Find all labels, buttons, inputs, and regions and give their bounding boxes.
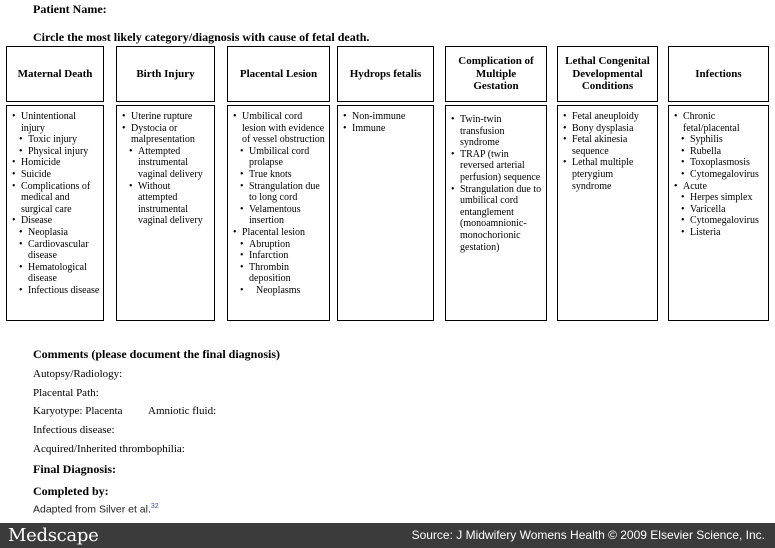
list-item: • Non-immune (342, 111, 431, 123)
list-item: • Dystocia or malpresentation (121, 123, 212, 146)
list-item: • True knots (232, 169, 327, 181)
footer-bar (0, 523, 775, 548)
list-item: • Umbilical cord prolapse (232, 146, 327, 169)
column-body-lethal-congenital (557, 105, 658, 321)
list-item: • Strangulation due to long cord (232, 181, 327, 204)
column-title: Complication of Multiple Gestation (458, 55, 534, 93)
list-item: • Strangulation due to umbilical cord entanglement (monoamnionic-monochorionic gestation) (450, 184, 544, 254)
placental-path-field: Placental Path: (33, 387, 99, 399)
column-body-maternal-death (6, 105, 104, 321)
list-item: • Homicide (11, 157, 101, 169)
list-item: • Abruption (232, 239, 327, 251)
list-item: • Complications of medical and surgical care (11, 181, 101, 216)
column-header-placental-lesion (227, 46, 330, 102)
reference-number[interactable]: 32 (150, 503, 159, 510)
column-body-hydrops-fetalis (337, 105, 434, 321)
list-item: • Physical injury (11, 146, 101, 158)
column-header-multiple-gestation (445, 46, 547, 102)
column-body-multiple-gestation (445, 105, 547, 321)
column-title: Infections (695, 67, 742, 80)
list-item: • Chronic fetal/placental (673, 111, 766, 134)
list-item: • Neoplasia (11, 227, 101, 239)
item-list (562, 111, 655, 192)
list-item: • Cardiovascular disease (11, 239, 101, 262)
column-title: Birth Injury (136, 67, 195, 80)
medscape-logo[interactable]: Medscape (8, 525, 99, 546)
karyotype-placenta-field: Karyotype: Placenta (33, 405, 123, 417)
list-item: • Disease (11, 215, 101, 227)
completed-by-label: Completed by: (33, 484, 109, 498)
item-list (450, 114, 544, 253)
list-item: • Cytomegalovirus (673, 169, 766, 181)
list-item: • Immune (342, 123, 431, 135)
column-body-placental-lesion (227, 105, 330, 321)
column-body-infections (668, 105, 769, 321)
list-item: • Varicella (673, 204, 766, 216)
list-item: • Herpes simplex (673, 192, 766, 204)
list-item: • Rubella (673, 146, 766, 158)
list-item: • Uterine rupture (121, 111, 212, 123)
list-item: • Toxoplasmosis (673, 157, 766, 169)
column-title: Placental Lesion (239, 67, 318, 80)
amniotic-fluid-field: Amniotic fluid: (148, 405, 217, 417)
list-item: • Suicide (11, 169, 101, 181)
column-header-maternal-death (6, 46, 104, 102)
list-item: • Fetal akinesia sequence (562, 134, 655, 157)
list-item: • Velamentous insertion (232, 204, 327, 227)
list-item: • Twin-twin transfusion syndrome (450, 114, 544, 149)
instruction-text: Circle the most likely category/diagnosis with cause of fetal death. (33, 30, 370, 44)
column-body-birth-injury (116, 105, 215, 321)
column-title: Maternal Death (17, 67, 93, 80)
source-credit: Source: J Midwifery Womens Health © 2009 Elsevier Science, Inc. (411, 528, 765, 542)
list-item: • Without attempted instrumental vaginal delivery (121, 181, 212, 227)
list-item: • Umbilical cord lesion with evidence of vessel obstruction (232, 111, 327, 146)
column-header-birth-injury (116, 46, 215, 102)
list-item: • Placental lesion (232, 227, 327, 239)
list-item: • Acute (673, 181, 766, 193)
list-item: • Attempted instrumental vaginal delivery (121, 146, 212, 181)
item-list (121, 111, 212, 227)
column-title: Hydrops fetalis (349, 67, 422, 80)
item-list (11, 111, 101, 297)
item-list (232, 111, 327, 297)
list-item: • Cytomegalovirus (673, 215, 766, 227)
list-item: • TRAP (twin reversed arterial perfusion) sequence (450, 149, 544, 184)
attribution (33, 503, 159, 516)
list-item: • Syphilis (673, 134, 766, 146)
column-title: Lethal Congenital Developmental Conditions (565, 55, 650, 93)
list-item: • Unintentional injury (11, 111, 101, 134)
column-header-lethal-congenital (557, 46, 658, 102)
column-header-hydrops-fetalis (337, 46, 434, 102)
item-list (342, 111, 431, 134)
list-item: • Thrombin deposition (232, 262, 327, 285)
column-header-infections (668, 46, 769, 102)
list-item: • Listeria (673, 227, 766, 239)
list-item: • Bony dysplasia (562, 123, 655, 135)
list-item: • Neoplasms (232, 285, 327, 297)
list-item: • Fetal aneuploidy (562, 111, 655, 123)
attribution-text: Adapted from Silver et al. (33, 503, 151, 516)
thrombophilia-field: Acquired/Inherited thrombophilia: (33, 443, 185, 455)
list-item: • Infectious disease (11, 285, 101, 297)
autopsy-radiology-field: Autopsy/Radiology: (33, 368, 123, 380)
list-item: • Toxic injury (11, 134, 101, 146)
list-item: • Infarction (232, 250, 327, 262)
list-item: • Lethal multiple pterygium syndrome (562, 157, 655, 192)
comments-heading: Comments (please document the final diagnosis) (33, 347, 281, 361)
final-diagnosis-label: Final Diagnosis: (33, 462, 117, 476)
item-list (673, 111, 766, 239)
patient-name-label: Patient Name: (33, 2, 107, 16)
list-item: • Hematological disease (11, 262, 101, 285)
infectious-disease-field: Infectious disease: (33, 424, 115, 436)
